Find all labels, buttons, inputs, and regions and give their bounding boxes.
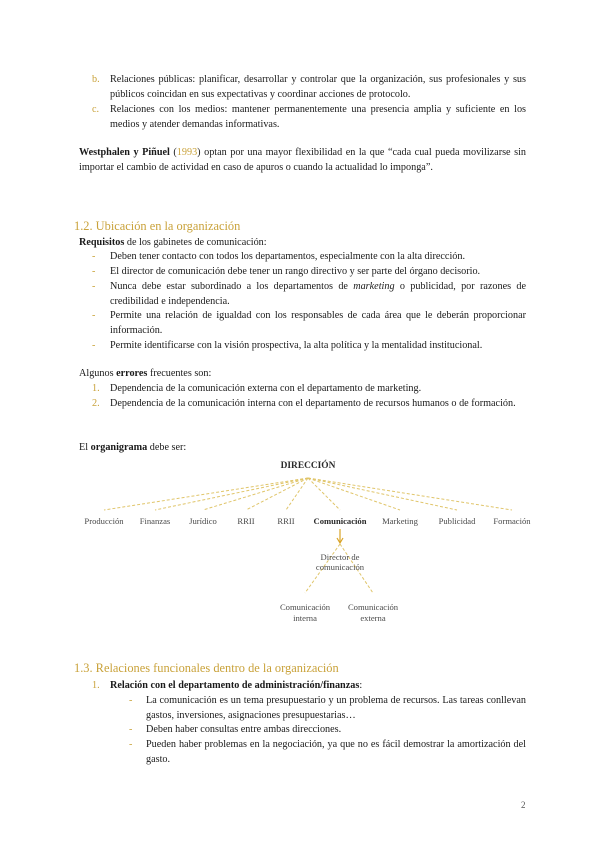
relation-point: Deben haber consultas entre ambas direcciones. — [146, 724, 342, 735]
list-marker: b. — [92, 74, 100, 85]
error-item: Dependencia de la comunicación interna con el departamento de recursos humanos o de formación. — [110, 398, 516, 409]
quote-paragraph: Westphalen y Piñuel (1993) optan por una mayor flexibilidad en la que “cada cual pueda movilizarse sin importar el cambio de actividad en caso de apuros o cuando la actualidad lo imponga”. — [79, 147, 526, 173]
orgchart-director: Director de comunicación — [315, 552, 365, 572]
requirement-item: El director de comunicación debe tener un rango directivo y ser parte del órgano decisorio. — [110, 266, 481, 277]
requirements-intro: Requisitos de los gabinetes de comunicación: — [79, 237, 267, 248]
orgchart-department: Formación — [493, 516, 531, 526]
orgchart-direction: DIRECCIÓN — [280, 461, 336, 471]
relation-point: Pueden haber problemas en la negociación, ya que no es fácil demostrar la amortización del gasto. — [146, 739, 526, 765]
relation-point: La comunicación es un tema presupuestario y un problema de recursos. Las tareas conllevan gastos, inversiones, asignaciones presupuestarias… — [146, 695, 526, 721]
orgchart-department: Finanzas — [139, 516, 171, 526]
orgchart-department: Marketing — [382, 516, 418, 526]
requirement-item: Permite identificarse con la visión prospectiva, la alta política y la mentalidad institucional. — [110, 340, 483, 351]
orgchart-department: RRII — [277, 516, 295, 526]
orgchart-department: Producción — [84, 516, 124, 526]
section-heading: 1.3. Relaciones funcionales dentro de la organización — [74, 661, 339, 675]
relation-title: Relación con el departamento de administración/finanzas: — [110, 680, 363, 691]
quote-text: optan por una mayor flexibilidad en la que “cada cual pueda movilizarse sin importar el cambio de actividad en caso de apuros o cuando la actualidad lo imponga”. — [79, 147, 526, 173]
orgchart-department: RRII — [237, 516, 255, 526]
requirement-item: Permite una relación de igualdad con los responsables de cada área que le deberán proporcionar información. — [110, 310, 526, 336]
list-item: Relaciones públicas: planificar, desarrollar y controlar que la organización, sus profesionales y sus públicos coincidan en sus expectativas y coordinar acciones de protocolo. — [110, 74, 526, 100]
orgchart-department: Jurídico — [189, 516, 217, 526]
list-marker: 1. — [92, 680, 100, 691]
quote-year: 1993 — [176, 147, 198, 158]
requirement-item: Deben tener contacto con todos los departamentos, especialmente con la alta dirección. — [110, 251, 466, 262]
page-number: 2 — [521, 800, 526, 810]
orgchart-intro: El organigrama debe ser: — [79, 442, 187, 453]
list-marker: c. — [92, 104, 100, 115]
error-item: Dependencia de la comunicación externa con el departamento de marketing. — [110, 383, 422, 394]
orgchart-external: Comunicación externa — [347, 602, 399, 623]
requirement-item: Nunca debe estar subordinado a los departamentos de marketing o publicidad, por razones de credibilidad e independencia. — [110, 281, 526, 307]
errors-intro: Algunos errores frecuentes son: — [79, 368, 212, 379]
list-item: Relaciones con los medios: mantener permanentemente una presencia amplia y suficiente en los medios y atender demandas informativas. — [110, 104, 526, 130]
orgchart-department: Publicidad — [438, 516, 476, 526]
orgchart-department-communication: Comunicación — [313, 516, 367, 526]
quote-authors: Westphalen y Piñuel — [79, 147, 170, 158]
section-heading: 1.2. Ubicación en la organización — [74, 219, 241, 233]
orgchart-internal: Comunicación interna — [279, 602, 331, 623]
